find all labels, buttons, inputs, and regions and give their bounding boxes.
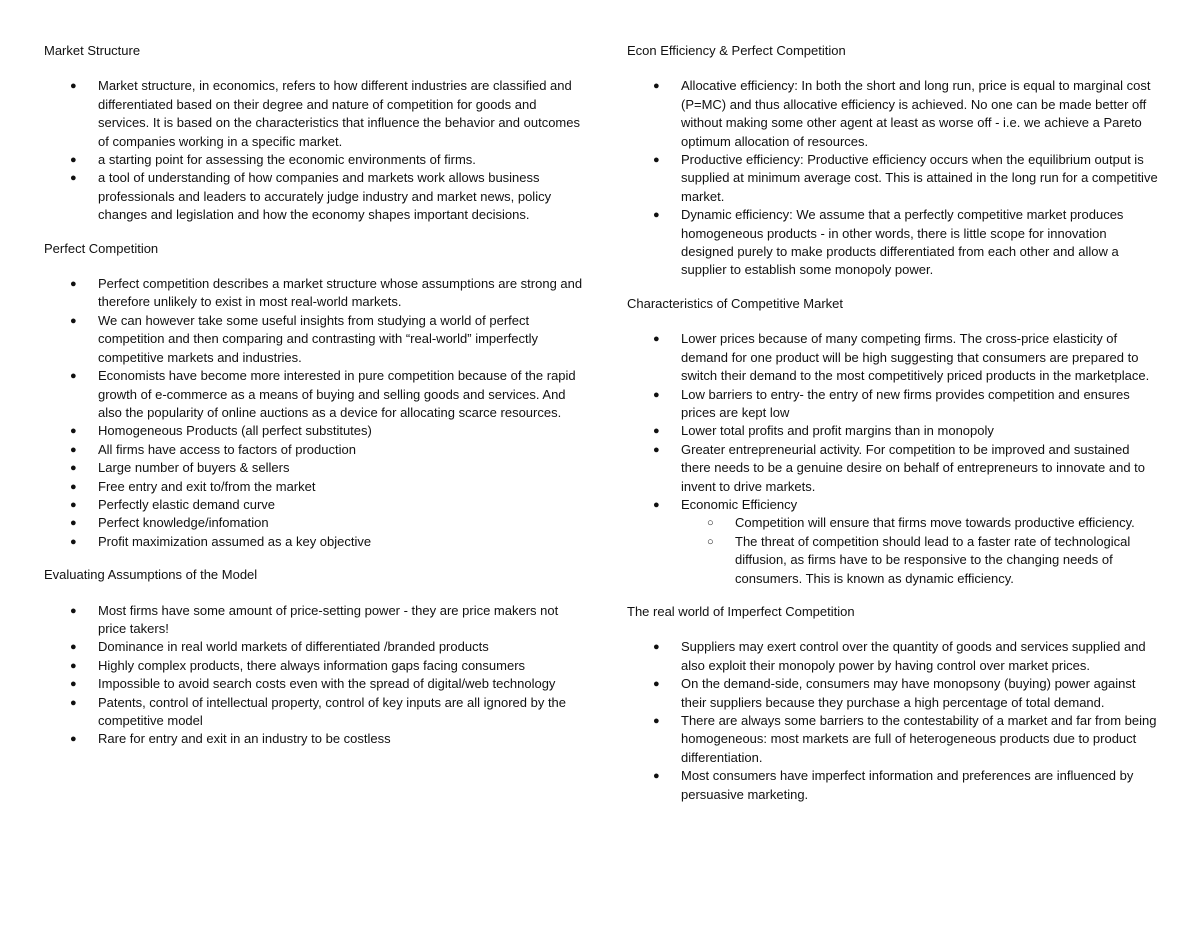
sub-list-item <box>681 514 1162 532</box>
left-column <box>44 42 589 764</box>
bullet-icon: ● <box>70 678 77 691</box>
bullet-icon: ● <box>653 154 660 167</box>
bullet-icon: ● <box>70 370 77 383</box>
bullet-list <box>627 77 1162 279</box>
list-item <box>627 151 1162 206</box>
bullet-icon: ● <box>70 535 77 548</box>
list-item-text: Free entry and exit to/from the market <box>98 478 316 494</box>
bullet-list <box>44 602 589 749</box>
list-item-text: Perfect knowledge/infomation <box>98 515 269 531</box>
bullet-icon: ● <box>70 641 77 654</box>
list-item <box>44 657 589 675</box>
bullet-list <box>44 77 589 224</box>
section-title: The real world of Imperfect Competition <box>627 603 855 619</box>
bullet-icon: ● <box>653 715 660 727</box>
list-item <box>627 206 1162 280</box>
list-item <box>44 422 589 440</box>
list-item-text: On the demand-side, consumers may have monopsony (buying) power against their suppliers because they purchase a high percentage of total demand. <box>681 676 1136 710</box>
bullet-icon: ● <box>70 278 77 291</box>
list-item <box>44 694 589 731</box>
bullet-icon: ● <box>70 498 77 511</box>
list-item-text: All firms have access to factors of production <box>98 441 356 457</box>
bullet-list <box>627 638 1162 804</box>
list-item-text: Impossible to avoid search costs even with the spread of digital/web technology <box>98 676 556 692</box>
list-item-text: Homogeneous Products (all perfect substitutes) <box>98 423 372 439</box>
list-item <box>44 514 589 532</box>
list-item-text: Rare for entry and exit in an industry to be costless <box>98 731 391 747</box>
bullet-icon: ● <box>653 498 660 511</box>
bullet-icon: ● <box>70 480 77 493</box>
list-item <box>44 169 589 224</box>
list-item <box>627 675 1162 712</box>
list-item <box>44 730 589 748</box>
section-title: Characteristics of Competitive Market <box>627 295 844 311</box>
list-item-text: Patents, control of intellectual property, control of key inputs are all ignored by the competitive model <box>98 694 567 728</box>
bullet-icon: ● <box>70 696 77 709</box>
bullet-icon: ● <box>653 209 660 222</box>
list-item <box>627 386 1162 423</box>
bullet-icon: ● <box>70 659 77 672</box>
bullet-icon: ● <box>70 517 77 530</box>
list-item-text: Low barriers to entry- the entry of new firms provides competition and ensures prices are kept low <box>681 386 1130 420</box>
list-item-text: Perfect competition describes a market structure whose assumptions are strong and therefore unlikely to exist in most real-world markets. <box>98 276 583 310</box>
section-title: Market Structure <box>44 43 141 58</box>
bullet-icon: ● <box>653 443 660 456</box>
sub-list-item <box>681 533 1162 588</box>
section-title: Econ Efficiency & Perfect Competition <box>627 43 846 58</box>
list-item <box>44 533 589 551</box>
list-item <box>44 602 589 639</box>
right-column <box>627 42 1162 819</box>
bullet-icon: ● <box>70 462 77 475</box>
list-item-text: Lower prices because of many competing firms. The cross-price elasticity of demand for one product will be high suggesting that consumers are prepared to switch their demand to the most competitively priced products in the marketplace. <box>681 331 1150 384</box>
list-item <box>44 638 589 656</box>
list-item-text: There are always some barriers to the contestability of a market and far from being homogeneous: most markets are full of heterogeneous products due to product differentiation. <box>681 713 1157 765</box>
list-item <box>44 367 589 422</box>
list-item-text: Most firms have some amount of price-setting power - they are price makers not price takers! <box>98 602 559 636</box>
list-item-text: Economic Efficiency <box>681 496 798 512</box>
list-item-text: Large number of buyers & sellers <box>98 460 290 476</box>
section-title: Perfect Competition <box>44 240 159 256</box>
bullet-list <box>44 275 589 551</box>
list-item <box>44 151 589 169</box>
list-item-text: Lower total profits and profit margins than in monopoly <box>681 423 994 439</box>
sub-bullet-list <box>681 514 1162 588</box>
bullet-icon: ● <box>653 770 660 783</box>
section-econ-efficiency-perfect-competition <box>627 42 1162 280</box>
list-item-text: Greater entrepreneurial activity. For competition to be improved and sustained there needs to be a genuine desire on behalf of entrepreneurs to innovate and to invent to drive markets. <box>681 441 1146 494</box>
bullet-icon: ● <box>70 733 77 746</box>
section-the-real-world-of-imperfect-competition <box>627 603 1162 804</box>
section-title: Evaluating Assumptions of the Model <box>44 567 258 583</box>
bullet-icon: ● <box>70 314 77 327</box>
list-item-text: Market structure, in economics, refers to how different industries are classified and differentiated based on their degree and nature of competition for goods and services. It is based on the characteristics that influence the behavior and outcomes of companies working in a specific market. <box>98 78 580 149</box>
list-item-text: Most consumers have imperfect information and preferences are influenced by persuasive marketing. <box>681 768 1134 802</box>
bullet-icon: ● <box>70 425 77 438</box>
list-item <box>627 638 1162 675</box>
list-item <box>627 441 1162 496</box>
section-perfect-competition <box>44 240 589 552</box>
list-item-text: Allocative efficiency: In both the short and long run, price is equal to marginal cost (P=MC) and thus allocative efficiency is achieved. No one can be made better off without making some other agent at least as worse off - i.e. we achieve a Pareto optimum allocation of resources. <box>681 78 1151 149</box>
bullet-icon: ● <box>70 154 77 167</box>
list-item-text: Dominance in real world markets of differentiated /branded products <box>98 639 489 655</box>
list-item-text: Perfectly elastic demand curve <box>98 496 276 512</box>
list-item <box>44 459 589 477</box>
list-item <box>627 496 1162 588</box>
list-item <box>627 77 1162 151</box>
section-market-structure <box>44 42 589 225</box>
list-item <box>627 330 1162 385</box>
bullet-icon: ● <box>70 80 77 93</box>
section-characteristics-of-competitive-market <box>627 295 1162 588</box>
bullet-icon: ● <box>653 333 660 346</box>
list-item <box>627 767 1162 804</box>
circle-bullet-icon: ○ <box>707 535 714 548</box>
section-evaluating-assumptions-of-the-model <box>44 566 589 749</box>
circle-bullet-icon: ○ <box>707 517 714 530</box>
bullet-icon: ● <box>653 388 660 401</box>
list-item <box>44 675 589 693</box>
list-item-text: Dynamic efficiency: We assume that a perfectly competitive market produces homogeneous products - in other words, there is little scope for innovation designed purely to make products differentiated from each other and allow a supplier to establish some monopoly power. <box>681 207 1124 278</box>
bullet-icon: ● <box>70 604 77 617</box>
bullet-list <box>627 330 1162 588</box>
bullet-icon: ● <box>70 172 77 185</box>
bullet-icon: ● <box>70 443 77 456</box>
list-item-text: We can however take some useful insights from studying a world of perfect competition and then comparing and contrasting with “real-world” imperfectly competitive markets and industries. <box>98 312 539 365</box>
list-item-text: Productive efficiency: Productive efficiency occurs when the equilibrium output is supplied at minimum average cost. This is attained in the long run for a competitive market. <box>681 152 1158 204</box>
sub-list-item-text: Competition will ensure that firms move towards productive efficiency. <box>735 515 1135 531</box>
list-item <box>44 312 589 367</box>
list-item <box>44 77 589 151</box>
bullet-icon: ● <box>653 425 660 438</box>
list-item <box>44 441 589 459</box>
bullet-icon: ● <box>653 678 660 691</box>
list-item-text: Suppliers may exert control over the quantity of goods and services supplied and also exploit their monopoly power by having control over market prices. <box>681 639 1146 673</box>
list-item-text: a starting point for assessing the economic environments of firms. <box>98 152 476 168</box>
sub-list-item-text: The threat of competition should lead to a faster rate of technological diffusion, as firms have to be responsive to the changing needs of consumers. This is known as dynamic efficiency. <box>735 533 1131 586</box>
list-item <box>627 422 1162 440</box>
bullet-icon: ● <box>653 80 660 93</box>
list-item <box>44 496 589 514</box>
list-item-text: Highly complex products, there always information gaps facing consumers <box>98 657 526 673</box>
list-item-text: Economists have become more interested in pure competition because of the rapid growth of e-commerce as a means of buying and selling goods and services. And also the popularity of online auctions as a device for allocating scarce resources. <box>98 368 576 420</box>
list-item-text: a tool of understanding of how companies and markets work allows business professionals and leaders to accurately judge industry and market news, policy changes and legislation and how the economy shapes important decisions. <box>98 170 552 223</box>
list-item <box>627 712 1162 767</box>
list-item <box>44 275 589 312</box>
bullet-icon: ● <box>653 641 660 654</box>
list-item-text: Profit maximization assumed as a key objective <box>98 533 372 549</box>
list-item <box>44 478 589 496</box>
